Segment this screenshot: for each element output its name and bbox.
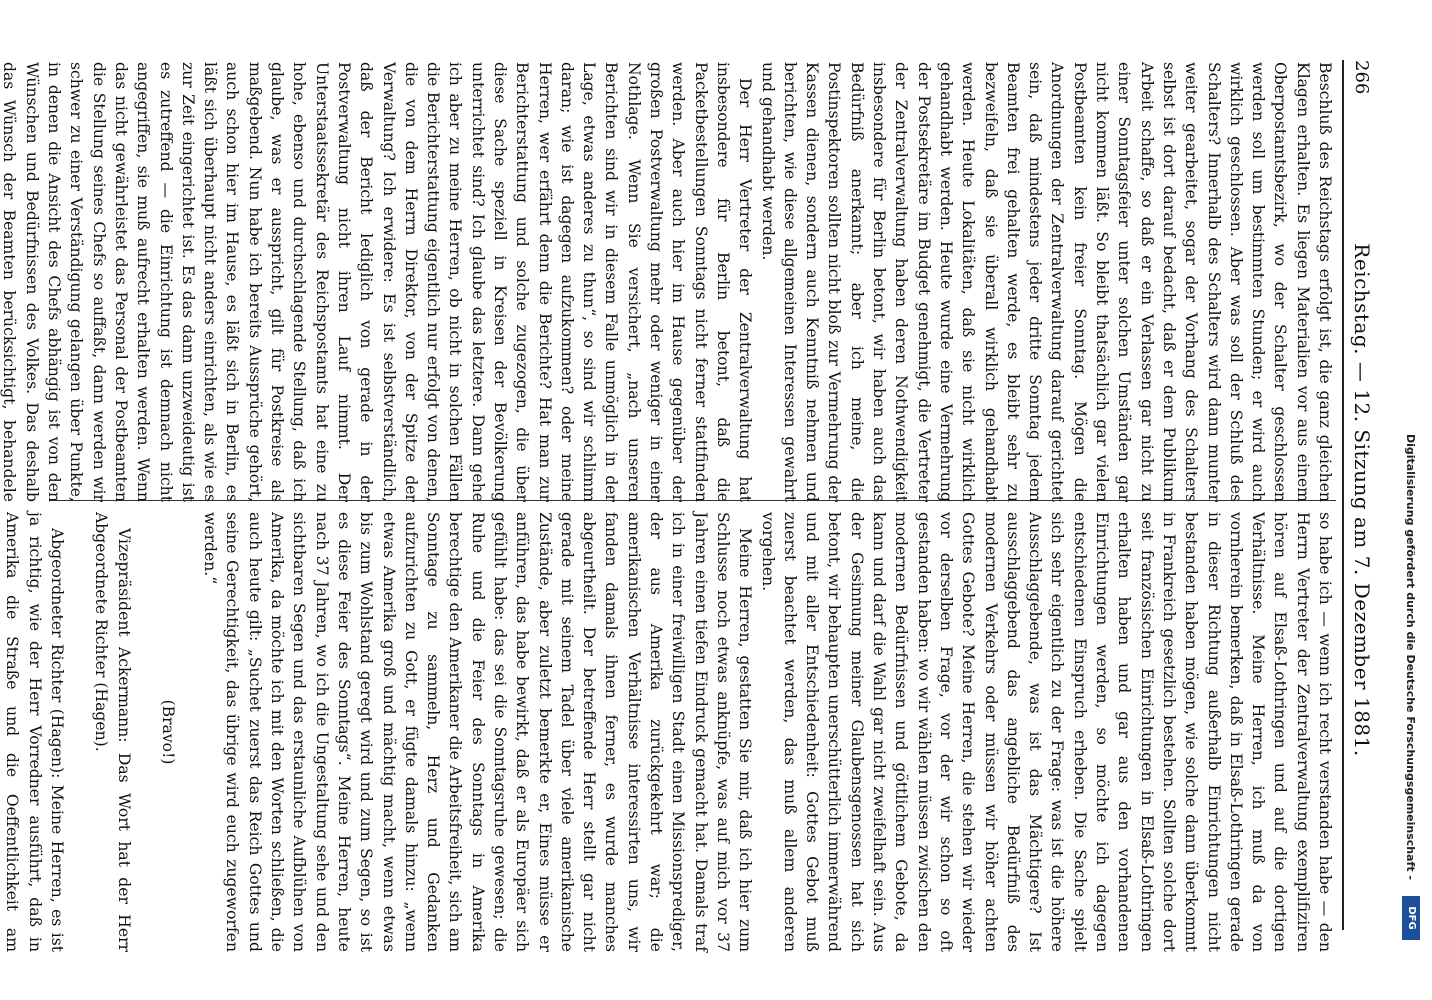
right-column	[3, 512, 1336, 952]
speech-paragraph: Abgeordneter Richter (Hagen): Meine Herren, es ist ja richtig, wie der Herr Vorredner ausführt, daß in Amerika die Straße und die Oeffentlichkeit am	[3, 512, 66, 952]
paragraph: Der Herr Vertreter der Zentralverwaltung hat insbesondere für Berlin betont, daß die Packetbestellungen Sonntags nicht ferner stattfinden werden. Aber auch hier im Hause gegenüber der großen Postverwaltung mehr oder weniger in einer Nothlage. Wenn Sie versichert, „nach unseren Berichten sind wir in diesem Falle unmöglich in der Lage, etwas anderes zu thun“, so sind wir schlimm daran; wie ist dagegen aufzukommen? oder meine Herren, wer erfährt denn die Berichte? Hat man zur Berichterstattung und solche zugezogen, die über diese Sache speziell in Kreisen der Bevölkerung unterrichtet sind? Ich glaube das letztere. Dann gehe ich aber zu meine Herren, ob nicht in solchen Fällen die Berichterstattung eigentlich nur erfolgt von denen, die von dem Herrn Direktor, von der Spitze der Verwaltung? Ich erwidere: Es ist selbstverständlich, daß der Bericht lediglich von gerade in der Postverwaltung nicht ihren Lauf nimmt. Der Unterstaatssekretär des Reichspostamts hat eine zu hohe, ebenso und durchschlagende Stellung, daß ich glaube, was er ausspricht, gilt für Postkreise als maßgebend. Nun habe ich bereits Aussprüche gehört, auch schon hier im Hause, es läßt sich in Berlin, es läßt sich überhaupt nicht anders einrichten, als wie es zur Zeit eingerichtet ist. Es das dann unzweideutig ist es zutreffend — die Einrichtung ist demnach nicht angegriffen, sie muß aufrecht erhalten werden. Wenn das nicht gewährleistet das Personal der Postbeamten die Stellung seines Chefs so auffaßt, dann werden wir schwer zu einer Verständigung gelangen über Punkte, in denen die Ansicht des Chefs abhängig ist von den Wünschen und Bedürfnissen des Volkes. Das deshalb das Wünsch der Beamten berücksichtigt, behandele	[0, 62, 755, 502]
speaker-announcement: Vizepräsident Ackermann: Das Wort hat der Herr Abgeordnete Richter (Hagen).	[92, 512, 133, 952]
applause-note: (Bravo!)	[158, 699, 177, 765]
dfg-logo: DFG	[1402, 896, 1420, 940]
left-column	[0, 62, 1336, 502]
running-header	[1346, 0, 1380, 1000]
header-rule	[1342, 60, 1344, 930]
digitization-caption: Digitalisierung gefördert durch die Deutsche Forschungsgemeinschaft -	[1404, 433, 1417, 880]
page-number: 266	[1351, 60, 1372, 95]
paragraph: Meine Herren, gestatten Sie mir, daß ich hier zum Schlusse noch etwas anknüpfe, was auf mich vor 37 Jahren einen tiefen Eindruck gemacht hat. Damals traf ich in einer freiwilligen Stadt einen Missionsprediger, der aus Amerika zurückgekehrt war; die amerikanischen Verhältnisse interessirten uns, wir fanden damals ihnen ferner, es wurde manches abgeurtheilt. Der betreffende Herr stellt gar nicht gerade mit seinem Tadel über viele amerikanische Zustände, aber zuletzt bemerkte er, Eines müsse er anführen, das habe bewirkt, daß er als Europäer sich gefühlt habe: das sei die Sonntagsruhe gewesen; die Ruhe und die Feier des Sonntags in Amerika berechtige den Amerikaner die Arbeitsfreiheit, sich am Sonntage zu sammeln, Herz und Gedanken aufzurichten zu Gott, er fügte damals hinzu: „wenn etwas Amerika groß und mächtig macht, wenn etwas bis zum Wohlstand geregt wird und zum Segen, so ist es diese Feier des Sonntags“. Meine Herren, heute nach 37 Jahren, wo ich die Ungestaltung sehe und den sichtbaren Segen und das erstaunliche Aufblühen von Amerika, da möchte ich mit den Worten schließen, die auch heute gilt: „Suchet zuerst das Reich Gottes und seine Gerechtigkeit, das übrige wird euch zugeworfen werden.“	[201, 512, 755, 952]
paragraph: so habe ich — wenn ich recht verstanden habe — den Herrn Vertreter der Zentralverwaltung exemplifiziren hören auf Elsaß-Lothringen und auf die dortigen Verhältnisse. Meine Herren, ich muß da von vornherein bemerken, daß in Elsaß-Lothringen gerade in dieser Richtung außerhalb Einrichtungen nicht bestanden haben mögen, wie solche dann überkommt in Frankreich gesetzlich bestehen. Sollten solche dort seit französischen Einrichtungen in Elsaß-Lothringen erhalten haben und gar aus den vorhandenen Einrichtungen werden, so möchte ich dagegen entschiedenen Einspruch erheben. Die Sache spielt sich sehr eigentlich zu der Frage: was ist die höhere Ausschlaggebende, was ist das Mächtigere? Ist ausschlaggebend das angebliche Bedürfniß des modernen Verkehrs oder müssen wir höher achten Gottes Gebote? Meine Herren, die stehen wir wieder vor derselben Frage, vor der wir schon so oft gestanden haben: wo wir wählen müssen zwischen den modernen Bedürfnissen und göttlichem Gebote, da kann und darf die Wahl gar nicht zweifelhaft sein. Aus der Gesinnung meiner Glaubensgenossen hat sich betont, wir behaupten unerschütterlich immerwährend und mit aller Entschiedenheit: Gottes Gebot muß zuerst beachtet werden, das muß allem anderen vorgehen.	[758, 512, 1334, 952]
column-divider	[50, 500, 1336, 501]
paragraph: Beschluß des Reichstags erfolgt ist, die ganz gleichen Klagen erhalten. Es liegen Materialien vor aus einem Oberpostamtsbezirk, wo der Schalter geschlossen werden soll um bestimmten Stunden; er wird auch wirklich geschlossen. Aber was soll der Schluß des Schalters? Innerhalb des Schalters wird dann munter weiter gearbeitet, sogar der Vorhang des Schalters selbst ist dort darauf bedacht, daß er dem Publikum Arbeit schaffe, so daß er ein Verlassen gar nicht zu einer Sonntagsfeier unter solchen Umständen gar nicht kommen läßt. So bleibt thatsächlich gar vielen Postbeamten kein freier Sonntag. Mögen die Anordnungen der Zentralverwaltung darauf gerichtet sein, daß mindestens jeder dritte Sonntag jedem Beamten frei gehalten werde, es bleibt sehr zu bezweifeln, daß sie überall wirklich gehandhabt werden. Heute Lokalitäten, daß sie nicht wirklich gehandhabt werden. Heute wurde eine Vermehrung der Postsekretäre im Budget genehmigt, die Vertreter der Zentralverwaltung haben deren Nothwendigkeit insbesondere für Berlin betont, wir haben auch das Bedürfniß anerkannt; aber ich meine, die Postinspektoren sollten nicht bloß zur Vermehrung der Kassen dienen, sondern auch Kenntniß nehmen und berichten, wie diese allgemeinen Interessen gewahrt und gehandhabt werden.	[758, 62, 1334, 502]
running-title: Reichstag. — 12. Sitzung am 7. Dezember 1881.	[1350, 243, 1374, 757]
digitization-credit	[1400, 60, 1420, 940]
